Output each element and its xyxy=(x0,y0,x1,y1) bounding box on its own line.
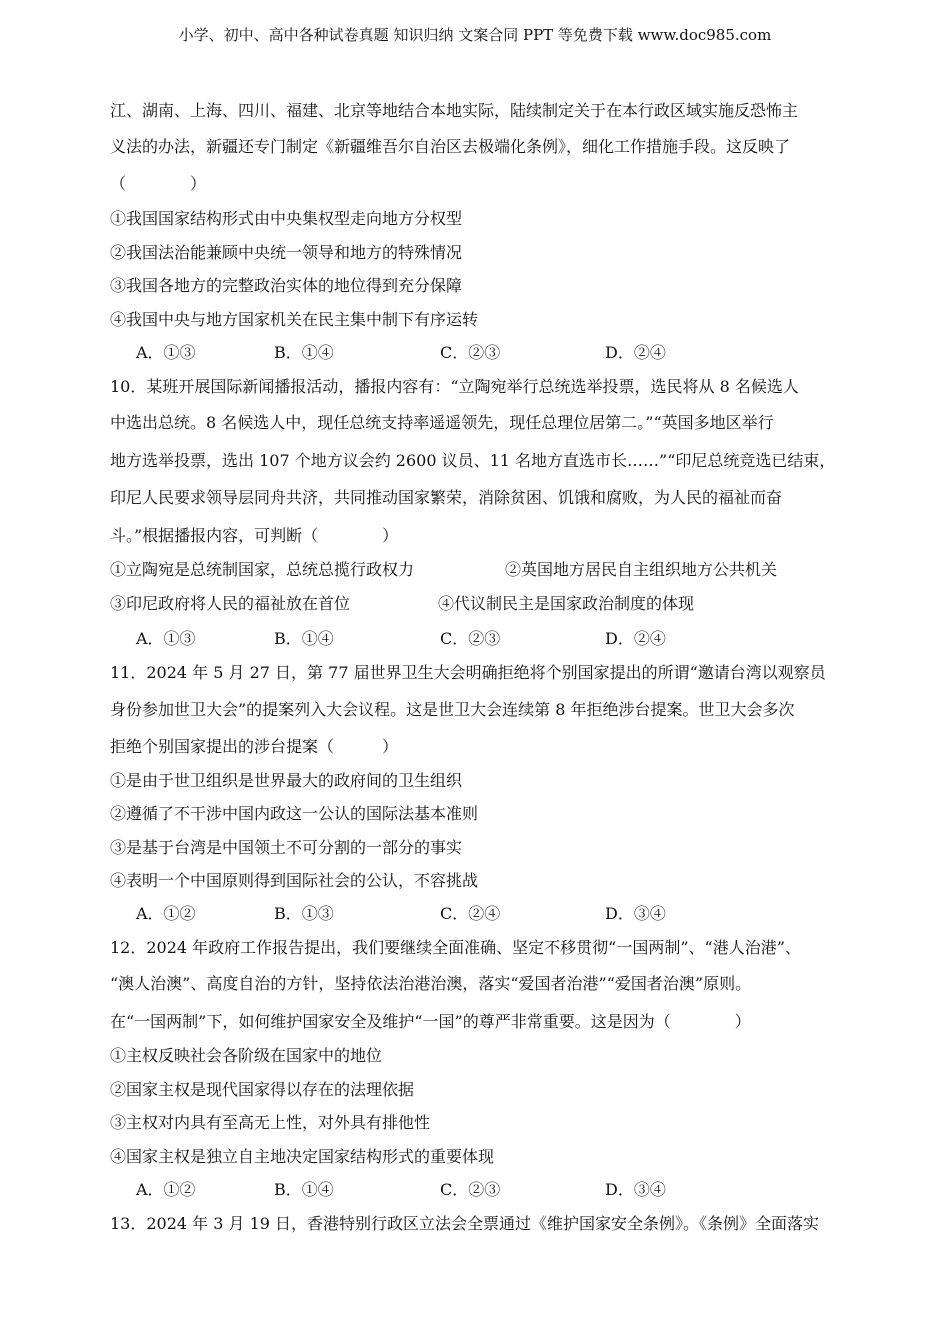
q11-option-c: C．②④ xyxy=(440,904,501,923)
q10-stem-line: 斗。”根据播报内容，可判断（ ） xyxy=(110,526,399,545)
q9-option-c: C．②③ xyxy=(440,343,501,362)
q9-option-d: D．②④ xyxy=(605,343,666,362)
q11-stem-line: 11．2024 年 5 月 27 日，第 77 届世界卫生大会明确拒绝将个别国家提出的所谓“邀请台湾以观察员 xyxy=(110,663,826,682)
q9-statement-3: ③我国各地方的完整政治实体的地位得到充分保障 xyxy=(110,276,463,295)
q12-stem-line: “澳人治澳”、高度自治的方针，坚持依法治港治澳，落实“爱国者治港”“爱国者治澳”原则。 xyxy=(110,974,752,993)
q9-stem-line: 义法的办法，新疆还专门制定《新疆维吾尔自治区去极端化条例》，细化工作措施手段。这反映了 xyxy=(110,137,791,156)
q10-options xyxy=(110,628,850,650)
q10-statements-row-2 xyxy=(110,593,850,615)
q11-statement-3: ③是基于台湾是中国领土不可分割的一部分的事实 xyxy=(110,838,463,857)
q12-option-a: A．①② xyxy=(136,1180,196,1199)
q11-option-a: A．①② xyxy=(136,904,196,923)
q9-options xyxy=(110,342,850,364)
q10-stem-line: 中选出总统。8 名候选人中，现任总统支持率遥遥领先，现任总理位居第二。”“英国多地区举行 xyxy=(110,413,774,432)
q9-option-a: A．①③ xyxy=(136,343,196,362)
q10-option-d: D．②④ xyxy=(605,629,666,648)
q12-stem-line: 在“一国两制”下，如何维护国家安全及维护“一国”的尊严非常重要。这是因为（ ） xyxy=(110,1012,751,1031)
q11-stem-line: 拒绝个别国家提出的涉台提案（ ） xyxy=(110,737,399,756)
q9-statement-1: ①我国国家结构形式由中央集权型走向地方分权型 xyxy=(110,209,463,228)
q11-statement-1: ①是由于世卫组织是世界最大的政府间的卫生组织 xyxy=(110,771,463,790)
q10-statement-1: ①立陶宛是总统制国家，总统总揽行政权力 xyxy=(110,560,415,579)
q10-statement-2: ②英国地方居民自主组织地方公共机关 xyxy=(505,560,778,579)
q12-statement-1: ①主权反映社会各阶级在国家中的地位 xyxy=(110,1046,383,1065)
q12-statement-3: ③主权对内具有至高无上性，对外具有排他性 xyxy=(110,1113,431,1132)
q11-statement-4: ④表明一个中国原则得到国际社会的公认，不容挑战 xyxy=(110,871,479,890)
q10-option-c: C．②③ xyxy=(440,629,501,648)
q10-statement-3: ③印尼政府将人民的福祉放在首位 xyxy=(110,594,351,613)
q12-option-b: B．①④ xyxy=(274,1180,334,1199)
q11-stem-line: 身份参加世卫大会”的提案列入大会议程。这是世卫大会连续第 8 年拒绝涉台提案。世卫大会多次 xyxy=(110,700,795,719)
q9-answer-blank: （ ） xyxy=(110,174,207,193)
q12-option-c: C．②③ xyxy=(440,1180,501,1199)
q9-stem-line: 江、湖南、上海、四川、福建、北京等地结合本地实际，陆续制定关于在本行政区域实施反恐怖主 xyxy=(110,101,799,120)
q11-option-b: B．①③ xyxy=(274,904,334,923)
q10-statement-4: ④代议制民主是国家政治制度的体现 xyxy=(438,594,695,613)
q9-statement-2: ②我国法治能兼顾中央统一领导和地方的特殊情况 xyxy=(110,243,463,262)
q9-option-b: B．①④ xyxy=(274,343,334,362)
q11-option-d: D．③④ xyxy=(605,904,666,923)
q12-statement-4: ④国家主权是独立自主地决定国家结构形式的重要体现 xyxy=(110,1147,495,1166)
q10-stem-line: 10．某班开展国际新闻播报活动，播报内容有：“立陶宛举行总统选举投票，选民将从 8 名候选人 xyxy=(110,377,799,396)
q10-stem-line: 地方选举投票，选出 107 个地方议会约 2600 议员、11 名地方直选市长……”“印尼总统竞选已结束， xyxy=(110,451,836,470)
q11-options xyxy=(110,903,850,925)
q11-statement-2: ②遵循了不干涉中国内政这一公认的国际法基本准则 xyxy=(110,804,479,823)
q10-option-b: B．①④ xyxy=(274,629,334,648)
q10-stem-line: 印尼人民要求领导层同舟共济，共同推动国家繁荣，消除贫困、饥饿和腐败，为人民的福祉而奋 xyxy=(110,488,783,507)
q12-stem-line: 12．2024 年政府工作报告提出，我们要继续全面准确、坚定不移贯彻“一国两制”、“港人治港”、 xyxy=(110,938,801,957)
q12-statement-2: ②国家主权是现代国家得以存在的法理依据 xyxy=(110,1080,415,1099)
q12-option-d: D．③④ xyxy=(605,1180,666,1199)
q10-statements-row-1 xyxy=(110,559,850,581)
page-header: 小学、初中、高中各种试卷真题 知识归纳 文案合同 PPT 等免费下载 www.doc985.com xyxy=(178,26,772,44)
q10-option-a: A．①③ xyxy=(136,629,196,648)
q9-statement-4: ④我国中央与地方国家机关在民主集中制下有序运转 xyxy=(110,310,479,329)
q12-options xyxy=(110,1179,850,1201)
q13-stem-line: 13．2024 年 3 月 19 日，香港特别行政区立法会全票通过《维护国家安全条例》。《条例》全面落实 xyxy=(110,1214,820,1233)
